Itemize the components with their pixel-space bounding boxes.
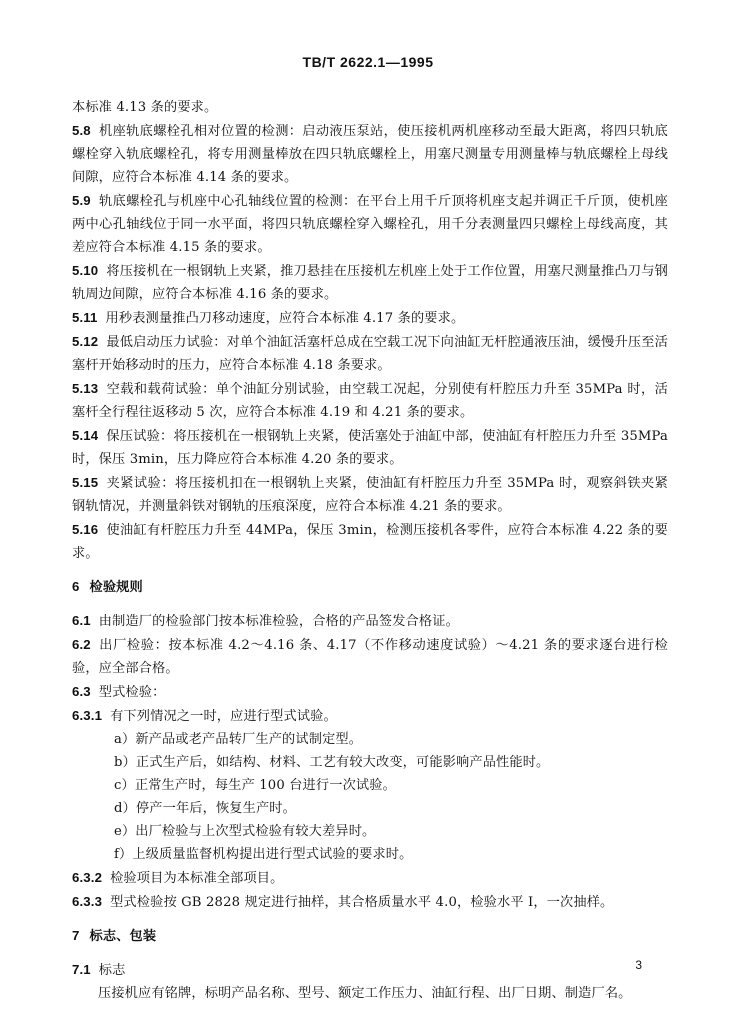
clause-text: 出厂检验：按本标准 4.2～4.16 条、4.17（不作移动速度试验）～4.21 条的要求逐台进行检验，应全部合格。 [72,638,668,676]
clause-number: 6.1 [72,613,91,628]
clause-number: 5.12 [72,334,99,349]
clause-text: 机座轨底螺栓孔相对位置的检测：启动液压泵站，使压接机两机座移动至最大距离，将四只轨底螺栓穿入轨底螺栓孔，将专用测量棒放在四只轨底螺栓上，用塞尺测量专用测量棒与轨底螺栓上母线间隙，应符合本标准 4.14 条的要求。 [72,124,668,185]
clause-text: 检验项目为本标准全部项目。 [110,871,284,886]
clause-text: 最低启动压力试验：对单个油缸活塞杆总成在空载工况下向油缸无杆腔通液压油，缓慢升压至活塞杆开始移动时的压力，应符合本标准 4.18 条要求。 [72,335,668,373]
clause-text: 型式检验按 GB 2828 规定进行抽样，其合格质量水平 4.0，检验水平 Ⅰ，一次抽样。 [110,895,614,910]
clause-number: 5.13 [72,381,99,396]
clause-number: 6.2 [72,637,91,652]
paragraph-continuation [72,96,668,119]
section-title: 标志、包装 [89,929,157,944]
list-item: c）正常生产时，每生产 100 台进行一次试验。 [114,778,396,793]
paragraph-text: 本标准 4.13 条的要求。 [72,100,218,115]
clause-text: 轨底螺栓孔与机座中心孔轴线位置的检测：在平台上用千斤顶将机座支起并调正千斤顶，使机座两中心孔轴线位于同一水平面，将四只轨底螺栓穿入螺栓孔，用千分表测量四只螺栓上母线高度，其差应符合本标准 4.15 条的要求。 [72,194,668,255]
clause-number: 5.8 [72,123,91,138]
clause-number: 5.11 [72,310,98,325]
clause-5-15 [72,471,668,518]
clause-5-8 [72,119,668,189]
list-item: f）上级质量监督机构提出进行型式试验的要求时。 [114,847,413,862]
clause-text: 使油缸有杆腔压力升至 44MPa，保压 3min，检测压接机各零件，应符合本标准 4.22 条的要求。 [72,523,668,561]
section-number: 7 [72,928,80,943]
clause-text: 由制造厂的检验部门按本标准检验，合格的产品签发合格证。 [98,614,459,629]
clause-text: 将压接机在一根钢轨上夹紧，推刀悬挂在压接机左机座上处于工作位置，用塞尺测量推凸刀与钢轨周边间隙，应符合本标准 4.16 条的要求。 [72,264,668,302]
clause-text: 用秒表测量推凸刀移动速度，应符合本标准 4.17 条的要求。 [105,311,465,326]
list-item: d）停产一年后，恢复生产时。 [114,801,296,816]
section-number: 6 [72,579,80,594]
clause-5-10 [72,259,668,306]
clause-number: 6.3.3 [72,894,103,909]
clause-6-3-2 [72,866,668,890]
document-body [72,96,668,1005]
clause-5-12 [72,330,668,377]
clause-6-2 [72,633,668,680]
clause-number: 5.16 [72,522,99,537]
page-number: 3 [635,958,642,972]
clause-number: 5.14 [72,428,99,443]
clause-5-11 [72,306,668,330]
clause-7-1 [72,958,668,982]
clause-5-14 [72,424,668,471]
section-title: 检验规则 [89,580,143,595]
clause-number: 6.3.1 [72,708,103,723]
clause-text: 有下列情况之一时，应进行型式试验。 [110,709,337,724]
list-item: e）出厂检验与上次型式检验有较大差异时。 [114,824,376,839]
clause-number: 6.3.2 [72,870,103,885]
clause-7-1-body: 压接机应有铭牌，标明产品名称、型号、额定工作压力、油缸行程、出厂日期、制造厂名。 [98,986,632,1001]
clause-6-3-3 [72,890,668,914]
clause-text: 保压试验：将压接机在一根钢轨上夹紧，使活塞处于油缸中部，使油缸有杆腔压力升至 35MPa 时，保压 3min，压力降应符合本标准 4.20 条的要求。 [72,429,668,467]
clause-5-9 [72,189,668,259]
clause-text: 夹紧试验：将压接机扣在一根钢轨上夹紧，使油缸有杆腔压力升至 35MPa 时，观察斜铁夹紧钢轨情况，并测量斜铁对钢轨的压痕深度，应符合本标准 4.21 条的要求。 [72,476,668,514]
list-item: b）正式生产后，如结构、材料、工艺有较大改变，可能影响产品性能时。 [114,755,550,770]
clause-6-3 [72,680,668,704]
clause-number: 5.9 [72,193,91,208]
clause-6-3-1 [72,704,668,728]
section-7-heading [72,924,668,948]
section-6-heading [72,575,668,599]
clause-text: 型式检验： [98,685,166,700]
list-item: a）新产品或老产品转厂生产的试制定型。 [114,732,363,747]
clause-5-16 [72,518,668,565]
clause-number: 6.3 [72,684,91,699]
clause-5-13 [72,377,668,424]
clause-text: 空载和载荷试验：单个油缸分别试验，由空载工况起，分别使有杆腔压力升至 35MPa 时，活塞杆全行程往返移动 5 次，应符合本标准 4.19 和 4.21 条的要求。 [72,382,668,420]
clause-text: 标志 [98,963,126,978]
document-header: TB/T 2622.1—1995 [302,54,434,70]
clause-number: 7.1 [72,962,91,977]
clause-number: 5.15 [72,475,99,490]
clause-6-1 [72,609,668,633]
clause-number: 5.10 [72,263,99,278]
